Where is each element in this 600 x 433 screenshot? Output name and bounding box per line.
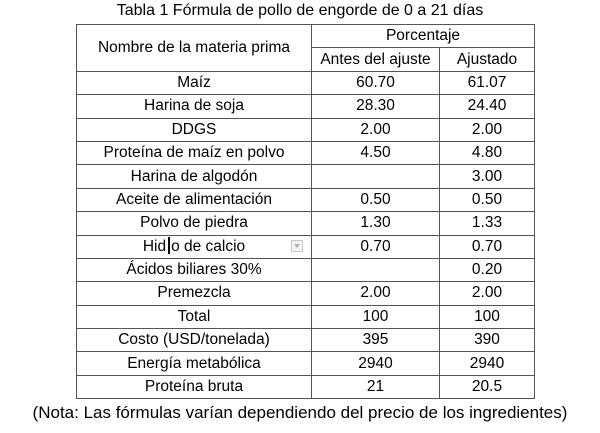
value-before: 2940 [312, 352, 440, 375]
table-row [77, 141, 535, 164]
value-before: 0.70 [312, 235, 440, 258]
value-after: 2.00 [440, 282, 535, 305]
ingredient-name: Costo (USD/tonelada) [77, 329, 312, 352]
value-before: 4.50 [312, 141, 440, 164]
table-row [77, 235, 535, 258]
table-row [77, 95, 535, 118]
value-before: 2.00 [312, 282, 440, 305]
value-before: 0.50 [312, 188, 440, 211]
value-after: 0.50 [440, 188, 535, 211]
value-after: 2940 [440, 352, 535, 375]
header-before-adjustment: Antes del ajuste [312, 48, 440, 71]
value-before: 21 [312, 375, 440, 398]
ingredient-name-cell-editing[interactable] [77, 235, 312, 258]
ingredient-name: Energía metabólica [77, 352, 312, 375]
table-row [77, 258, 535, 281]
ingredient-name-part-1: Hid [142, 237, 167, 255]
formula-table [76, 24, 535, 399]
footnote: (Nota: Las fórmulas varían dependiendo del precio de los ingredientes) [32, 403, 568, 422]
text-cursor-icon [168, 237, 170, 254]
ingredient-name: Aceite de alimentación [77, 188, 312, 211]
value-after: 61.07 [440, 71, 535, 94]
ingredient-name: Polvo de piedra [77, 212, 312, 235]
ingredient-name: Proteína bruta [77, 375, 312, 398]
ingredient-name: Premezcla [77, 282, 312, 305]
value-before: 1.30 [312, 212, 440, 235]
value-after: 20.5 [440, 375, 535, 398]
value-after: 0.70 [440, 235, 535, 258]
dropdown-arrow-icon[interactable] [291, 240, 303, 252]
ingredient-name: Harina de algodón [77, 165, 312, 188]
table-row [77, 71, 535, 94]
value-after: 0.20 [440, 258, 535, 281]
cell-edit-wrapper[interactable] [77, 237, 311, 257]
table-header-row [77, 25, 535, 48]
value-before: 395 [312, 329, 440, 352]
value-after: 2.00 [440, 118, 535, 141]
header-name-column: Nombre de la materia prima [77, 25, 312, 72]
table-row [77, 118, 535, 141]
value-before: 2.00 [312, 118, 440, 141]
ingredient-name: Total [77, 305, 312, 328]
table-row [77, 212, 535, 235]
value-before: 60.70 [312, 71, 440, 94]
value-before [312, 258, 440, 281]
header-adjusted: Ajustado [440, 48, 535, 71]
value-after: 3.00 [440, 165, 535, 188]
value-after: 390 [440, 329, 535, 352]
ingredient-name: Maíz [77, 71, 312, 94]
table-row [77, 282, 535, 305]
value-before: 100 [312, 305, 440, 328]
table-row [77, 188, 535, 211]
ingredient-name: Harina de soja [77, 95, 312, 118]
value-after: 1.33 [440, 212, 535, 235]
value-before: 28.30 [312, 95, 440, 118]
ingredient-name-part-2: o de calcio [171, 237, 246, 255]
ingredient-name: DDGS [77, 118, 312, 141]
ingredient-name: Ácidos biliares 30% [77, 258, 312, 281]
table-title: Tabla 1 Fórmula de pollo de engorde de 0 a 21 días [116, 2, 484, 19]
value-after: 100 [440, 305, 535, 328]
header-percentage-group: Porcentaje [312, 25, 535, 48]
table-row [77, 165, 535, 188]
value-before [312, 165, 440, 188]
table-row [77, 305, 535, 328]
table-row [77, 352, 535, 375]
ingredient-name: Proteína de maíz en polvo [77, 141, 312, 164]
table-row [77, 329, 535, 352]
value-after: 4.80 [440, 141, 535, 164]
table-row [77, 375, 535, 398]
value-after: 24.40 [440, 95, 535, 118]
